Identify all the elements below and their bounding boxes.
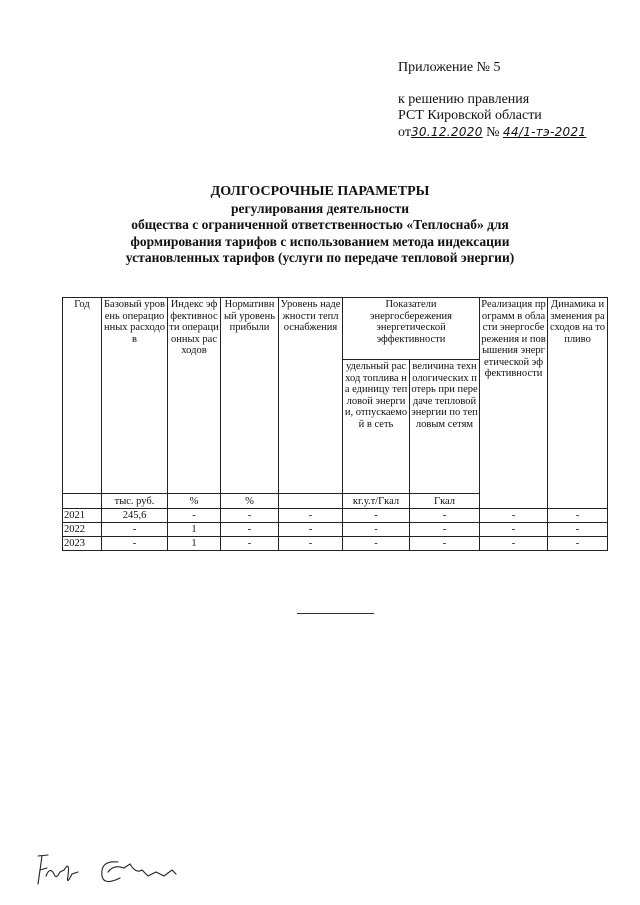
title-line-1: ДОЛГОСРОЧНЫЕ ПАРАМЕТРЫ: [210, 184, 430, 199]
unit-index: %: [168, 494, 221, 509]
cell-programs: -: [480, 537, 548, 551]
cell-base: 245,6: [102, 509, 168, 523]
header-losses: величина технологических потерь при передаче тепловой энергии по тепловым сетям: [410, 360, 480, 494]
cell-normative: -: [221, 523, 279, 537]
appendix-spacer: [398, 76, 586, 92]
title-line-3: общества с ограниченной ответственностью «Теплоснаб» для: [131, 217, 509, 232]
parameters-table: [62, 297, 608, 551]
unit-losses: Гкал: [410, 494, 480, 509]
cell-specific-fuel: -: [343, 523, 410, 537]
header-normative: Нормативный уровень прибыли: [221, 298, 279, 494]
signatures: [34, 850, 184, 890]
cell-fuel-dynamics: -: [548, 509, 608, 523]
header-base: Базовый уровень операционных расходов: [102, 298, 168, 494]
unit-specific-fuel: кг.у.т/Гкал: [343, 494, 410, 509]
appendix-date: 30.12.2020: [410, 125, 483, 139]
header-fuel-dynamics: Динамика изменения расходов на топливо: [548, 298, 608, 509]
cell-reliability: -: [279, 523, 343, 537]
cell-programs: -: [480, 509, 548, 523]
cell-index: -: [168, 509, 221, 523]
appendix-line-3: [398, 124, 586, 141]
cell-losses: -: [410, 509, 480, 523]
signature-1: [38, 855, 78, 884]
document-title: [0, 184, 640, 267]
header-index: Индекс эффективности операционных расходов: [168, 298, 221, 494]
title-line-2: регулирования деятельности: [231, 200, 409, 216]
title-line-5: установленных тарифов (услуги по передаче тепловой энергии): [125, 250, 515, 265]
cell-year: 2023: [63, 537, 102, 551]
cell-specific-fuel: -: [343, 509, 410, 523]
unit-base: тыс. руб.: [102, 494, 168, 509]
title-line-4: формирования тарифов с использованием метода индексации: [130, 233, 510, 249]
header-programs: Реализация программ в области энергосбережения и повышения энергетической эффективности: [480, 298, 548, 509]
appendix-line-2: РСТ Кировской области: [398, 108, 542, 123]
unit-normative: %: [221, 494, 279, 509]
header-year: Год: [63, 298, 102, 494]
header-energy-group: Показатели энергосбережения энергетической эффективности: [343, 298, 480, 360]
table-row: [63, 509, 608, 523]
unit-year: [63, 494, 102, 509]
signature-2: [102, 862, 176, 882]
unit-reliability: [279, 494, 343, 509]
cell-base: -: [102, 523, 168, 537]
closing-divider: [297, 613, 374, 614]
table-row: [63, 537, 608, 551]
appendix-number-prefix: №: [486, 125, 500, 140]
cell-index: 1: [168, 523, 221, 537]
cell-losses: -: [410, 537, 480, 551]
appendix-number: Приложение № 5: [398, 60, 501, 75]
header-specific-fuel: удельный расход топлива на единицу тепловой энергии, отпускаемой в сеть: [343, 360, 410, 494]
appendix-block: [398, 60, 586, 141]
cell-fuel-dynamics: -: [548, 537, 608, 551]
appendix-from-prefix: от: [398, 125, 411, 140]
cell-base: -: [102, 537, 168, 551]
cell-year: 2022: [63, 523, 102, 537]
appendix-line-1: к решению правления: [398, 92, 530, 107]
cell-year: 2021: [63, 509, 102, 523]
cell-index: 1: [168, 537, 221, 551]
cell-fuel-dynamics: -: [548, 523, 608, 537]
appendix-decision-number: 44/1-тэ-2021: [503, 125, 587, 139]
cell-specific-fuel: -: [343, 537, 410, 551]
cell-losses: -: [410, 523, 480, 537]
cell-reliability: -: [279, 537, 343, 551]
table-row: [63, 523, 608, 537]
cell-reliability: -: [279, 509, 343, 523]
header-reliability: Уровень надежности теплоснабжения: [279, 298, 343, 494]
cell-programs: -: [480, 523, 548, 537]
cell-normative: -: [221, 509, 279, 523]
cell-normative: -: [221, 537, 279, 551]
header-row: [63, 298, 608, 360]
